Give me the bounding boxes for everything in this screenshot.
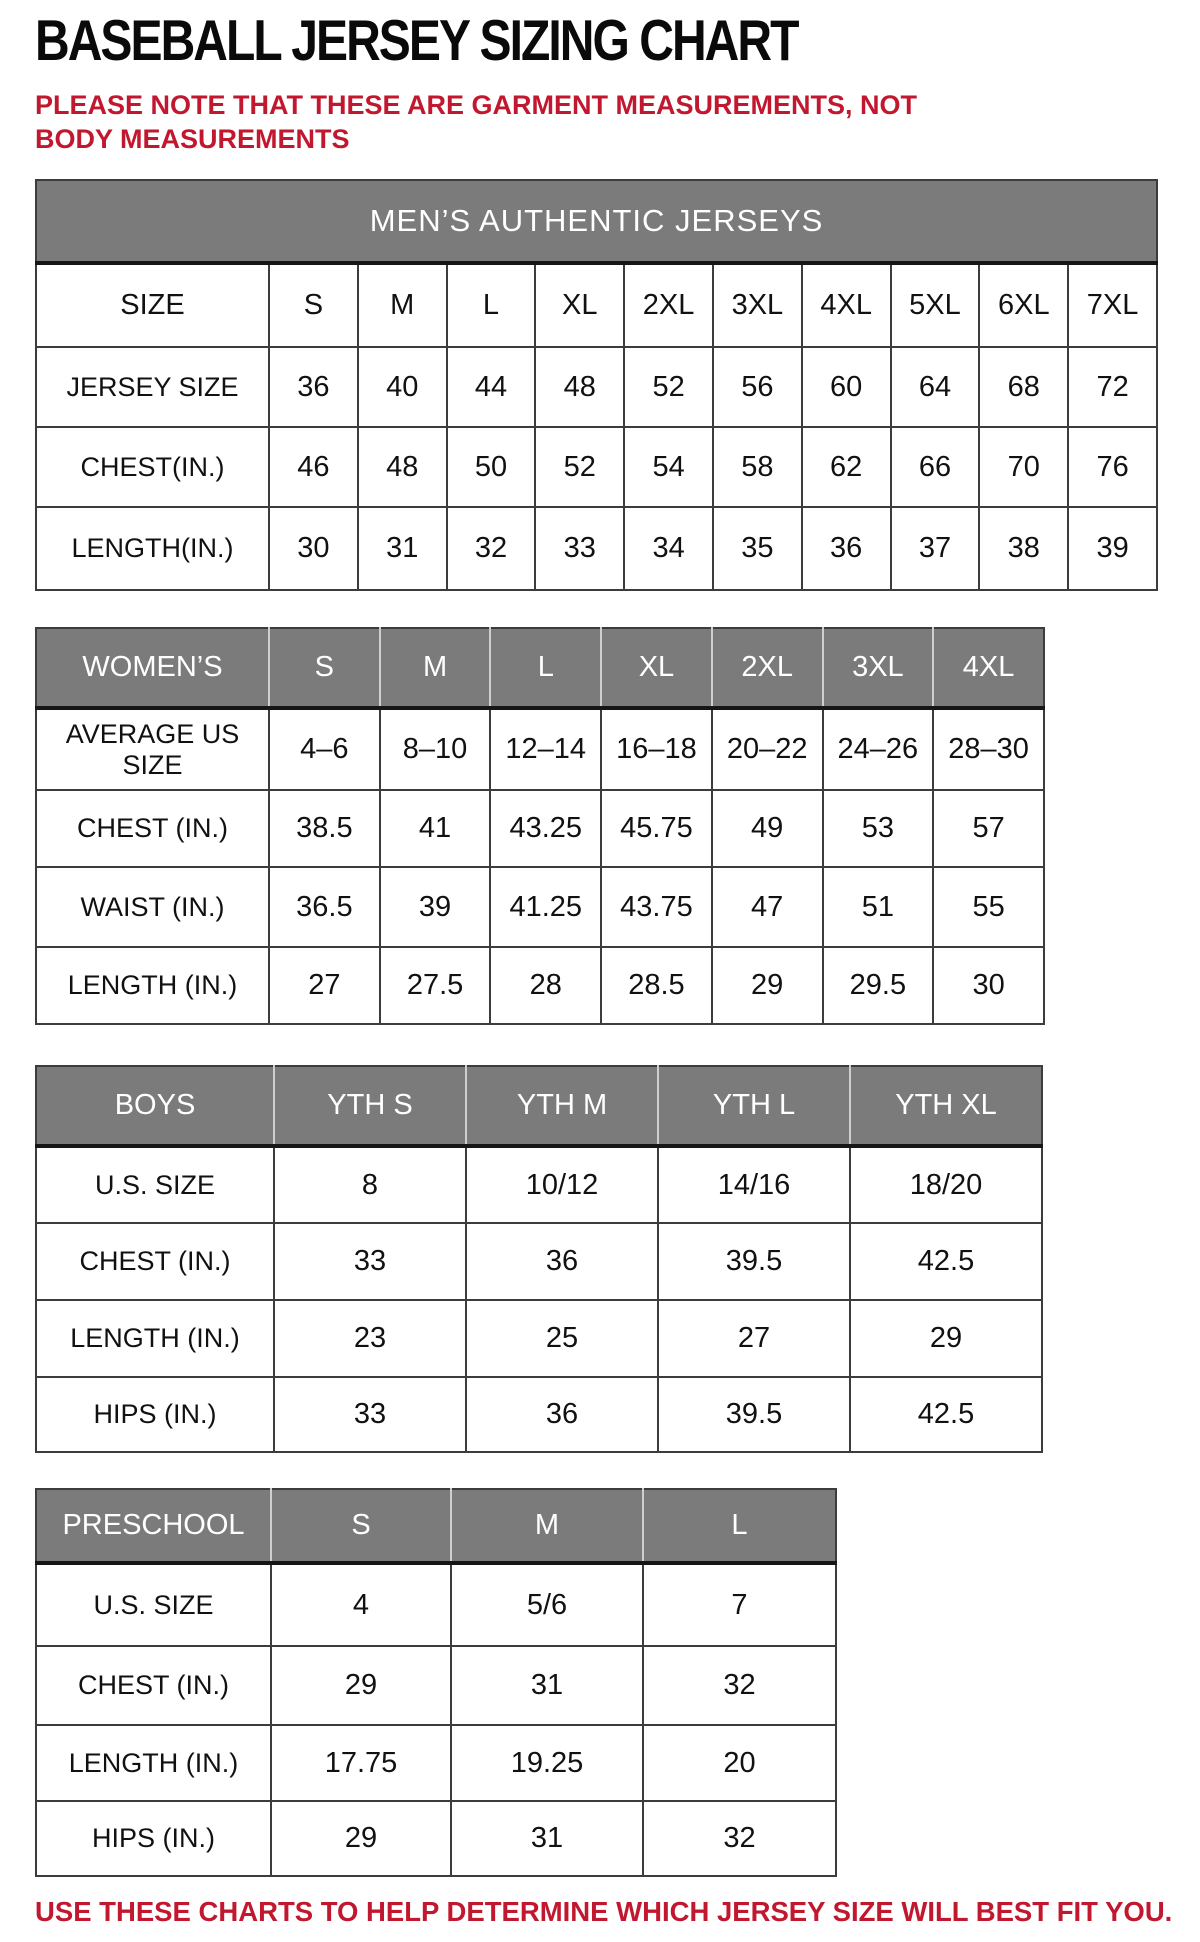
size-cell: 55: [933, 867, 1044, 947]
boys-column-header-yth-m: YTH M: [466, 1066, 658, 1146]
womens-length-row: [36, 947, 1044, 1024]
mens-table-banner: MEN’S AUTHENTIC JERSEYS: [36, 180, 1157, 263]
row-label: LENGTH (IN.): [36, 947, 269, 1024]
size-cell: 38.5: [269, 790, 380, 867]
mens-chest-row: [36, 427, 1157, 507]
boys-jerseys-table: [35, 1065, 1043, 1453]
row-label: CHEST (IN.): [36, 1223, 274, 1300]
womens-column-header-m: M: [380, 628, 491, 708]
preschool-column-header-l: L: [643, 1489, 836, 1563]
mens-column-header-7xl: 7XL: [1068, 263, 1157, 347]
size-cell: 39.5: [658, 1223, 850, 1300]
size-cell: 30: [933, 947, 1044, 1024]
size-cell: 27: [269, 947, 380, 1024]
size-cell: 43.75: [601, 867, 712, 947]
size-cell: 39: [380, 867, 491, 947]
size-cell: 56: [713, 347, 802, 427]
size-cell: 45.75: [601, 790, 712, 867]
mens-column-header-l: L: [447, 263, 536, 347]
size-cell: 66: [891, 427, 980, 507]
mens-column-header-5xl: 5XL: [891, 263, 980, 347]
size-cell: 33: [274, 1377, 466, 1452]
row-label: U.S. SIZE: [36, 1563, 271, 1646]
size-cell: 41: [380, 790, 491, 867]
row-label: LENGTH (IN.): [36, 1725, 271, 1801]
mens-length-row: [36, 507, 1157, 590]
preschool-us-size-row: [36, 1563, 836, 1646]
size-cell: 72: [1068, 347, 1157, 427]
preschool-hips-row: [36, 1801, 836, 1876]
size-cell: 25: [466, 1300, 658, 1377]
size-cell: 5/6: [451, 1563, 643, 1646]
size-cell: 62: [802, 427, 891, 507]
size-cell: 29: [850, 1300, 1042, 1377]
garment-measurements-note: PLEASE NOTE THAT THESE ARE GARMENT MEASUREMENTS, NOT BODY MEASUREMENTS: [35, 90, 918, 154]
size-cell: 35: [713, 507, 802, 590]
mens-column-header-s: S: [269, 263, 358, 347]
size-cell: 8: [274, 1146, 466, 1223]
size-cell: 19.25: [451, 1725, 643, 1801]
preschool-chest-row: [36, 1646, 836, 1725]
size-cell: 36: [802, 507, 891, 590]
womens-us-size-row: [36, 708, 1044, 790]
size-cell: 31: [358, 507, 447, 590]
size-cell: 42.5: [850, 1223, 1042, 1300]
size-cell: 40: [358, 347, 447, 427]
womens-column-header-l: L: [490, 628, 601, 708]
size-cell: 47: [712, 867, 823, 947]
size-cell: 28.5: [601, 947, 712, 1024]
size-cell: 12–14: [490, 708, 601, 790]
womens-column-header-2xl: 2XL: [712, 628, 823, 708]
size-cell: 39: [1068, 507, 1157, 590]
mens-column-header-3xl: 3XL: [713, 263, 802, 347]
size-cell: 27: [658, 1300, 850, 1377]
boys-chest-row: [36, 1223, 1042, 1300]
size-cell: 20–22: [712, 708, 823, 790]
womens-column-header-4xl: 4XL: [933, 628, 1044, 708]
row-label: WAIST (IN.): [36, 867, 269, 947]
size-cell: 50: [447, 427, 536, 507]
size-cell: 49: [712, 790, 823, 867]
row-label: CHEST(IN.): [36, 427, 269, 507]
row-label: U.S. SIZE: [36, 1146, 274, 1223]
size-cell: 46: [269, 427, 358, 507]
row-label: HIPS (IN.): [36, 1377, 274, 1452]
size-cell: 34: [624, 507, 713, 590]
size-cell: 52: [535, 427, 624, 507]
size-cell: 52: [624, 347, 713, 427]
size-cell: 31: [451, 1801, 643, 1876]
size-cell: 16–18: [601, 708, 712, 790]
size-cell: 28: [490, 947, 601, 1024]
size-cell: 31: [451, 1646, 643, 1725]
preschool-length-row: [36, 1725, 836, 1801]
size-cell: 18/20: [850, 1146, 1042, 1223]
size-cell: 68: [979, 347, 1068, 427]
mens-column-header-6xl: 6XL: [979, 263, 1068, 347]
size-cell: 4–6: [269, 708, 380, 790]
size-cell: 14/16: [658, 1146, 850, 1223]
size-cell: 60: [802, 347, 891, 427]
size-cell: 76: [1068, 427, 1157, 507]
size-cell: 36.5: [269, 867, 380, 947]
boys-hips-row: [36, 1377, 1042, 1452]
mens-column-header-4xl: 4XL: [802, 263, 891, 347]
size-cell: 29: [271, 1801, 451, 1876]
boys-length-row: [36, 1300, 1042, 1377]
row-label: LENGTH (IN.): [36, 1300, 274, 1377]
size-cell: 58: [713, 427, 802, 507]
size-cell: 32: [643, 1646, 836, 1725]
size-cell: 27.5: [380, 947, 491, 1024]
size-cell: 10/12: [466, 1146, 658, 1223]
size-cell: 7: [643, 1563, 836, 1646]
size-cell: 39.5: [658, 1377, 850, 1452]
womens-column-header-xl: XL: [601, 628, 712, 708]
size-cell: 29: [271, 1646, 451, 1725]
row-label: AVERAGE US SIZE: [36, 708, 269, 790]
row-label: CHEST (IN.): [36, 790, 269, 867]
boys-column-header-yth-xl: YTH XL: [850, 1066, 1042, 1146]
size-cell: 70: [979, 427, 1068, 507]
size-cell: 44: [447, 347, 536, 427]
size-cell: 54: [624, 427, 713, 507]
mens-column-header-m: M: [358, 263, 447, 347]
mens-column-header-xl: XL: [535, 263, 624, 347]
row-label: JERSEY SIZE: [36, 347, 269, 427]
size-cell: 33: [274, 1223, 466, 1300]
boys-header-label: BOYS: [36, 1066, 274, 1146]
size-cell: 23: [274, 1300, 466, 1377]
size-cell: 28–30: [933, 708, 1044, 790]
mens-jersey-size-row: [36, 347, 1157, 427]
womens-column-header-s: S: [269, 628, 380, 708]
row-label: CHEST (IN.): [36, 1646, 271, 1725]
size-cell: 37: [891, 507, 980, 590]
womens-jerseys-table: [35, 627, 1045, 1025]
size-cell: 42.5: [850, 1377, 1042, 1452]
boys-column-header-yth-s: YTH S: [274, 1066, 466, 1146]
preschool-header-label: PRESCHOOL: [36, 1489, 271, 1563]
row-label: LENGTH(IN.): [36, 507, 269, 590]
page-title: BASEBALL JERSEY SIZING CHART: [35, 9, 798, 73]
mens-column-header-2xl: 2XL: [624, 263, 713, 347]
boys-column-header-yth-l: YTH L: [658, 1066, 850, 1146]
size-cell: 41.25: [490, 867, 601, 947]
size-cell: 48: [535, 347, 624, 427]
mens-authentic-jerseys-table: [35, 179, 1158, 591]
size-cell: 51: [823, 867, 934, 947]
size-cell: 30: [269, 507, 358, 590]
size-cell: 57: [933, 790, 1044, 867]
size-cell: 36: [269, 347, 358, 427]
size-cell: 32: [643, 1801, 836, 1876]
size-cell: 17.75: [271, 1725, 451, 1801]
size-cell: 36: [466, 1223, 658, 1300]
mens-size-header-label: SIZE: [36, 263, 269, 347]
size-cell: 33: [535, 507, 624, 590]
boys-us-size-row: [36, 1146, 1042, 1223]
size-cell: 43.25: [490, 790, 601, 867]
size-cell: 29: [712, 947, 823, 1024]
womens-column-header-3xl: 3XL: [823, 628, 934, 708]
womens-chest-row: [36, 790, 1044, 867]
size-cell: 53: [823, 790, 934, 867]
size-cell: 20: [643, 1725, 836, 1801]
preschool-column-header-s: S: [271, 1489, 451, 1563]
footer-note: USE THESE CHARTS TO HELP DETERMINE WHICH JERSEY SIZE WILL BEST FIT YOU.: [35, 1896, 1173, 1927]
size-cell: 29.5: [823, 947, 934, 1024]
size-cell: 48: [358, 427, 447, 507]
preschool-jerseys-table: [35, 1488, 837, 1877]
womens-header-label: WOMEN’S: [36, 628, 269, 708]
size-cell: 4: [271, 1563, 451, 1646]
size-cell: 38: [979, 507, 1068, 590]
size-cell: 8–10: [380, 708, 491, 790]
womens-waist-row: [36, 867, 1044, 947]
size-cell: 24–26: [823, 708, 934, 790]
preschool-column-header-m: M: [451, 1489, 643, 1563]
size-cell: 32: [447, 507, 536, 590]
row-label: HIPS (IN.): [36, 1801, 271, 1876]
size-cell: 36: [466, 1377, 658, 1452]
size-cell: 64: [891, 347, 980, 427]
